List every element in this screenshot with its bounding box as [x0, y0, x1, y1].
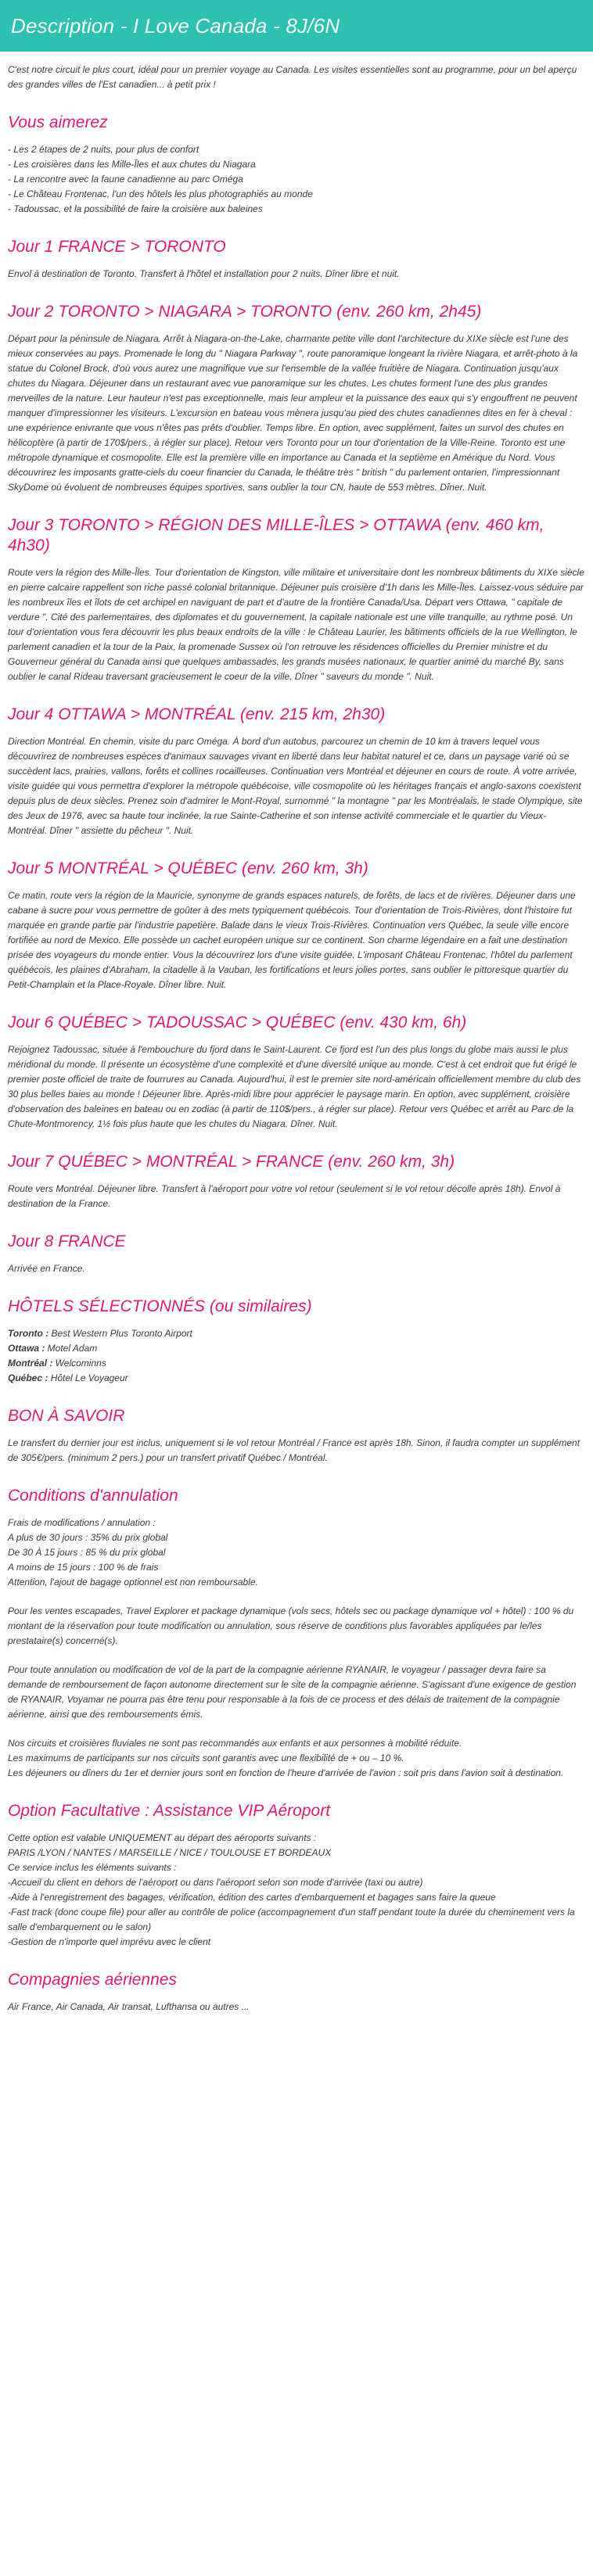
- list-item: - La rencontre avec la faune canadienne au parc Oméga: [8, 174, 243, 185]
- hotels-title: HÔTELS SÉLECTIONNÉS (ou similaires): [8, 1297, 312, 1315]
- day-5-text: Ce matin, route vers la région de la Mauricie, synonyme de grands espaces naturels, de forêts, de lacs et de rivières. Déjeuner dans une cabane à sucre pour vous permettre de goûter à des mets typiquement québécois. Tour d'orientation de Trois-Rivières, dont l'histoire fut marquée en grande partie par l'industrie papetière. Balade dans le vieux Trois-Rivières. Continuation vers Québec, la seule ville encore fortifiée au nord de Mexico. Elle possède un cachet européen unique sur ce continent. Son charme légendaire en a fait une destination prisée des voyageurs du monde entier. Vous la découvrirez lors d'une visite guidée. L'imposant Château Frontenac, l'hôtel du parlement québécois, les plaines d'Abraham, la citadelle à la Vauban, les fortifications et leurs jolies portes, sans oublier le pittoresque quartier du Petit-Champlain et la Place-Royale. Dîner libre. Nuit.: [8, 890, 576, 990]
- day-7-title: Jour 7 QUÉBEC > MONTRÉAL > FRANCE (env. 260 km, 3h): [8, 1153, 455, 1171]
- spacer: [8, 1590, 585, 1604]
- page-title: Description - I Love Canada - 8J/6N: [11, 13, 340, 38]
- day-7-text: Route vers Montréal. Déjeuner libre. Transfert à l'aéroport pour votre vol retour (seulement si le vol retour décolle après 18h). Envol à destination de la France.: [8, 1183, 561, 1209]
- hotel-name: Welcominns: [52, 1358, 106, 1369]
- day-6-title: Jour 6 QUÉBEC > TADOUSSAC > QUÉBEC (env. 430 km, 6h): [8, 1014, 467, 1031]
- day-3-title: Jour 3 TORONTO > RÉGION DES MILLE-ÎLES > OTTAWA (env. 460 km, 4h30): [8, 516, 544, 554]
- day-2-title: Jour 2 TORONTO > NIAGARA > TORONTO (env. 260 km, 2h45): [8, 303, 482, 321]
- hotel-item: [8, 1356, 585, 1371]
- day-6-text: Rejoignez Tadoussac, située à l'embouchure du fjord dans le Saint-Laurent. Ce fjord est l'un des plus longs du globe mais aussi le plus méridional du monde. Il présente un écosystème d'une complexité et d'une diversité unique au monde. C'est à cet endroit que fut érigé le premier poste officiel de traite de fourrures au Canada. Aujourd'hui, il est le premier site nord-américain officiellement membre du club des 30 plus belles baies au monde ! Déjeuner libre. Après-midi libre pour apprécier le paysage marin. En option, avec supplément, croisière d'observation des baleines en bateau ou en zodiac (à partir de 110$/pers., à régler sur place). Retour vers Québec et arrêt au Parc de la Chute-Montmorency, 1½ fois plus haute que les chutes du Niagara. Dîner. Nuit.: [8, 1044, 581, 1129]
- hotel-city: Ottawa :: [8, 1343, 45, 1354]
- intro-text: C'est notre circuit le plus court, idéal pour un premier voyage au Canada. Les visites essentielles sont au programme, pour un bel aperçu des grandes villes de l'Est canadien... à petit prix !: [8, 64, 577, 90]
- vip-line: Ce service inclus les éléments suivants :: [8, 1862, 177, 1873]
- vip-line: -Accueil du client en dehors de l'aéroport ou dans l'aéroport selon son mode d'arrivée (taxi ou autre): [8, 1877, 423, 1888]
- day-8-title: Jour 8 FRANCE: [8, 1232, 126, 1250]
- list-item: - Les croisières dans les Mille-Îles et aux chutes du Niagara: [8, 159, 256, 170]
- title-banner: [0, 0, 593, 52]
- day-1-title: Jour 1 FRANCE > TORONTO: [8, 238, 226, 256]
- annulation-para-2: Pour toute annulation ou modification de vol de la part de la compagnie aérienne RYANAIR, le voyageur / passager devra faire sa demande de remboursement de façon autonome directement sur le site de la compagnie aérienne. S'agissant d'une exigence de gestion de RYANAIR, Voyamar ne pourra pas être tenu pour responsable à la fois de ce process et des délais de traitement de la compagnie aérienne, ainsi que des remboursements émis.: [8, 1664, 577, 1720]
- hotels-list: [8, 1326, 585, 1386]
- hotel-name: Best Western Plus Toronto Airport: [49, 1328, 192, 1339]
- spacer: [8, 1649, 585, 1663]
- hotel-name: Motel Adam: [45, 1343, 98, 1354]
- vous-aimerez-list: [8, 142, 585, 217]
- hotel-city: Montréal :: [8, 1358, 53, 1369]
- note-line: Nos circuits et croisières fluviales ne sont pas recommandés aux enfants et aux personnes à mobilité réduite.: [8, 1738, 462, 1749]
- fee-line: Attention, l'ajout de bagage optionnel est non remboursable.: [8, 1577, 258, 1588]
- day-4-title: Jour 4 OTTAWA > MONTRÉAL (env. 215 km, 2h30): [8, 705, 386, 723]
- bon-a-savoir-title: BON À SAVOIR: [8, 1407, 125, 1425]
- hotel-item: [8, 1341, 585, 1356]
- annulation-title: Conditions d'annulation: [8, 1487, 178, 1505]
- vip-lines: [8, 1831, 585, 1950]
- list-item: - Les 2 étapes de 2 nuits, pour plus de confort: [8, 144, 199, 155]
- vip-line: PARIS /LYON / NANTES / MARSEILLE / NICE / TOULOUSE ET BORDEAUX: [8, 1847, 332, 1858]
- compagnies-text: Air France, Air Canada, Air transat, Lufthansa ou autres ...: [8, 2001, 250, 2012]
- vip-line: -Fast track (donc coupe file) pour aller au contrôle de police (accompagnement d'un staff pendant toute la durée du cheminement vers la salle d'embarquement ou le salon): [8, 1907, 575, 1932]
- fee-line: A moins de 15 jours : 100 % de frais: [8, 1562, 159, 1573]
- list-item: - Le Château Frontenac, l'un des hôtels les plus photographiés au monde: [8, 188, 313, 199]
- spacer: [8, 1722, 585, 1736]
- day-1-text: Envol à destination de Toronto. Transfert à l'hôtel et installation pour 2 nuits. Dîner libre et nuit.: [8, 268, 400, 279]
- annulation-fees: [8, 1516, 585, 1590]
- hotel-city: Toronto :: [8, 1328, 49, 1339]
- annulation-notes: [8, 1736, 585, 1781]
- vip-line: -Aide à l'enregistrement des bagages, vérification, édition des cartes d'embarquement et bagages sans faire la queue: [8, 1892, 496, 1903]
- section-title-vous-aimerez: Vous aimerez: [8, 113, 108, 131]
- annulation-para-1: Pour les ventes escapades, Travel Explorer et package dynamique (vols secs, hôtels sec ou package dynamique vol + hôtel) : 100 % du montant de la réservation pour toute modification ou annulation, sous réserve de conditions plus favorables appliquées par le/les prestataire(s) concerné(s).: [8, 1606, 574, 1646]
- hotel-name: Hôtel Le Voyageur: [48, 1372, 128, 1383]
- vip-line: Cette option est valable UNIQUEMENT au départ des aéroports suivants :: [8, 1832, 317, 1843]
- day-8-text: Arrivée en France.: [8, 1263, 85, 1274]
- day-2-text: Départ pour la péninsule de Niagara. Arrêt à Niagara-on-the-Lake, charmante petite ville dont l'architecture du XIXe siècle est l'une des mieux conservées au pays. Promenade le long du " Niagara Parkway ", route panoramique longeant la rivière Niagara, et arrêt-photo à la statue du Colonel Brock, d'où vous aurez une magnifique vue sur l'ensemble de la vallée fruitière de Niagara. Continuation jusqu'aux chutes du Niagara. Déjeuner dans un restaurant avec vue panoramique sur les chutes. Les chutes forment l'une des plus grandes merveilles de la nature. Leur hauteur n'est pas exceptionnelle, mais leur ampleur et la puissance des eaux qui s'y engouffrent ne peuvent manquer d'impressionner les visiteurs. L'excursion en bateau vous mènera jusqu'au pied des chutes canadiennes dites en fer à cheval : une expérience enivrante que vous n'êtes pas prêts d'oublier. Temps libre. En option, avec supplément, faites un survol des chutes en hélicoptère (à partir de 170$/pers., à régler sur place). Retour vers Toronto pour un tour d'orientation de la Ville-Reine. Toronto est une métropole dynamique et cosmopolite. Elle est la première ville en importance au Canada et la septième en Amérique du Nord. Vous découvrirez les imposants gratte-ciels du coeur financier du Canada, le théâtre très " british " du parlement ontarien, l'impressionnant SkyDome où évoluent de nombreuses équipes sportives, sans oublier la tour CN, haute de 553 mètres. Dîner. Nuit.: [8, 333, 578, 493]
- bon-a-savoir-text: Le transfert du dernier jour est inclus, uniquement si le vol retour Montréal / France est après 18h. Sinon, il faudra compter un supplément de 305€/pers. (minimum 2 pers.) pour un transfert privatif Québec / Montréal.: [8, 1437, 580, 1463]
- day-5-title: Jour 5 MONTRÉAL > QUÉBEC (env. 260 km, 3h): [8, 859, 368, 877]
- main-content: [0, 52, 593, 2030]
- note-line: Les déjeuners ou dîners du 1er et dernier jours sont en fonction de l'heure d'arrivée de l'avion : soit pris dans l'avion soit à destination.: [8, 1767, 564, 1778]
- fee-line: A plus de 30 jours : 35% du prix global: [8, 1532, 168, 1543]
- fee-line: De 30 À 15 jours : 85 % du prix global: [8, 1547, 166, 1558]
- hotel-item: [8, 1371, 585, 1386]
- compagnies-title: Compagnies aériennes: [8, 1971, 177, 1989]
- day-4-text: Direction Montréal. En chemin, visite du parc Oméga. À bord d'un autobus, parcourez un chemin de 10 km à travers lequel vous découvrirez de nombreuses espèces d'animaux sauvages vivant en liberté dans leur habitat naturel et ce, dans un paysage varié où se succèdent lacs, prairies, vallons, forêts et collines rocailleuses. Continuation vers Montréal et déjeuner en cours de route. À votre arrivée, visite guidée qui vous permettra d'explorer la métropole québécoise, ville cosmopolite où les héritages français et anglo-saxons coexistent depuis plus de deux siècles. Prenez soin d'admirer le Mont-Royal, surnommé " la montagne " par les Montréalais, le stade Olympique, site des Jeux de 1976, avec sa haute tour inclinée, la rue Sainte-Catherine et son intense activité commerciale et le quartier du Vieux-Montréal. Dîner " assiette du pêcheur ". Nuit.: [8, 736, 583, 836]
- note-line: Les maximums de participants sur nos circuits sont garantis avec une flexibilité de + ou – 10 %.: [8, 1753, 404, 1763]
- list-item: - Tadoussac, et la possibilité de faire la croisière aux baleines: [8, 203, 263, 214]
- vip-title: Option Facultative : Assistance VIP Aéroport: [8, 1802, 331, 1820]
- day-3-text: Route vers la région des Mille-Îles. Tour d'orientation de Kingston, ville militaire et universitaire dont les nombreux bâtiments du XIXe siècle en pierre calcaire rappellent son riche passé colonial britannique. Déjeuner puis croisière d'1h dans les Mille-Îles. Laissez-vous séduire par les nombreux îles et îlots de cet archipel en naviguant de part et d'autre de la frontière Canada/Usa. Départ vers Ottawa, " capitale de verdure ". Cité des parlementaires, des diplomates et du gouvernement, la capitale nationale est une ville tranquille, au rythme posé. Un tour d'orientation vous fera découvrir les plus beaux endroits de la ville : le Château Laurier, les bâtiments officiels de la rue Wellington, le parlement canadien et la tour de la Paix, la promenade Sussex où l'on retrouve les résidences officielles du Premier ministre et du Gouverneur général du Canada ainsi que quelques ambassades, les grands musées nationaux, le quartier animé du marché By, sans oublier le canal Rideau traversant gracieusement le coeur de la ville. Dîner " saveurs du monde ". Nuit.: [8, 567, 584, 682]
- hotel-item: [8, 1326, 585, 1341]
- fee-line: Frais de modifications / annulation :: [8, 1517, 156, 1528]
- vip-line: -Gestion de n'importe quel imprévu avec le client: [8, 1936, 211, 1947]
- hotel-city: Québec :: [8, 1372, 49, 1383]
